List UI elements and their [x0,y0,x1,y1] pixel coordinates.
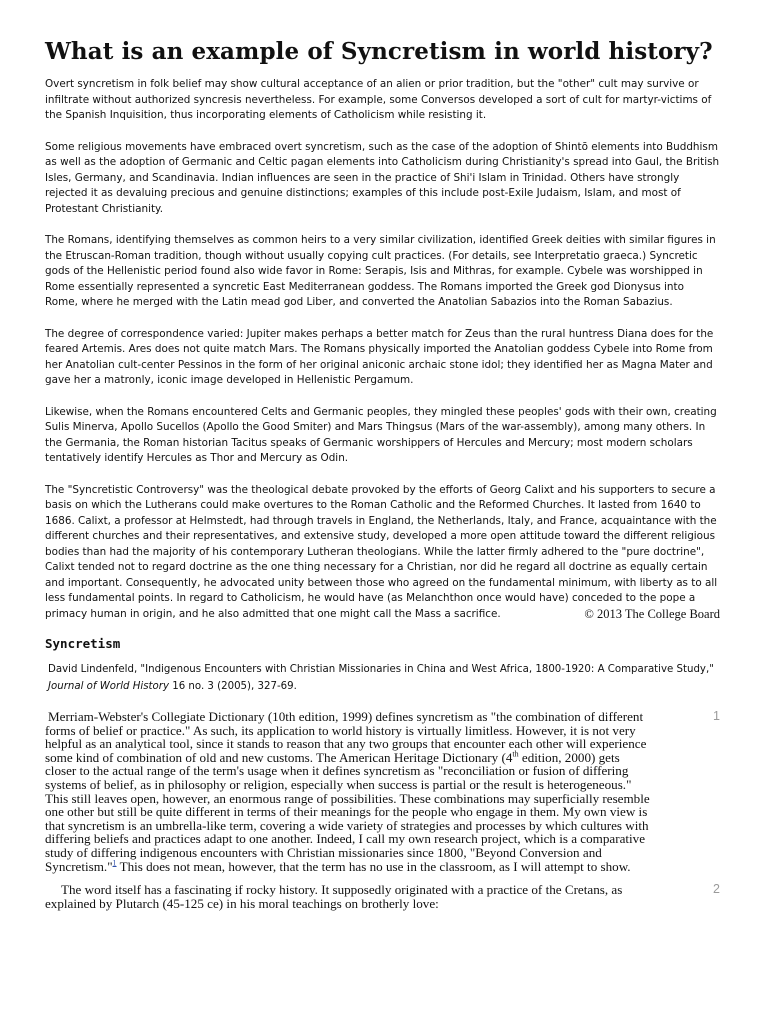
footnote-link[interactable]: 1 [112,858,117,868]
essay-paragraph: Likewise, when the Romans encountered Celts and Germanic peoples, they mingled these peoples' gods with their own, creating Sulis Minerva, Apollo Sucellos (Apollo the Good Smiter) and Mars Thingsus (Mars of the war-assembly), among many others. In the Germania, the Roman historian Tacitus speaks of Germanic worshippers of Hercules and Mercury; most modern scholars tentatively identify Hercules as Thor and Mercury as Odin. [45,405,717,464]
copyright-notice: © 2013 The College Board [584,606,720,621]
superscript: th [512,749,519,759]
paragraph-number: 1 [713,709,720,723]
paragraph-number: 2 [713,882,720,897]
citation-author-title: David Lindenfeld, "Indigenous Encounters with Christian Missionaries in China and West Africa, 1800-1920: A Comparative Study," [48,664,714,675]
essay-paragraph: Some religious movements have embraced overt syncretism, such as the case of the adoption of Shintō elements into Buddhism as well as the adoption of Germanic and Celtic pagan elements into Catholicism during Christianity's spread into Gaul, the British Isles, Germany, and Scandinavia. Indian influences are seen in the practice of Shi'i Islam in Trinidad. Others have strongly rejected it as devaluing precious and genuine distinctions; examples of this include post-Exile Judaism, Islam, and most of Protestant Christianity. [45,140,720,215]
body-paragraph-1 [45,710,720,873]
body-paragraph-2 [45,883,720,910]
essay-paragraph: The degree of correspondence varied: Jupiter makes perhaps a better match for Zeus than the rural huntress Diana does for the feared Artemis. Ares does not quite match Mars. The Romans physically imported the Anatolian goddess Cybele into Rome from her Anatolian cult-center Pessinos in the form of her original aniconic archaic stone idol; they identified her as Magna Mater and gave her a matronly, iconic image developed in Hellenistic Pergamum. [45,327,714,386]
citation-details: 16 no. 3 (2005), 327-69. [172,681,297,692]
body-text: edition, 2000) gets closer to the actual range of the term's usage when it defines syncretism as "reconciliation or fusion of differing systems of belief, as in philosophy or religion, especially when success is partial or the result is heterogeneous." This still leaves open, however, an enormous range of possibilities. These combinations may superficially resemble one other but still be quite different in terms of their meanings for the people who engage in them. My own view is that syncretism is an umbrella-like term, covering a wide variety of strategies and processes by which cultures with differing beliefs and practices adapt to one another. Indeed, I call my own research project, which is a comparative study of differing indigenous encounters with Christian missionaries since 1800, "Beyond Conversion and Syncretism." [45,749,650,874]
citation [48,661,720,695]
essay-section [45,77,720,622]
body-text: The word itself has a fascinating if rocky history. It supposedly originated with a practice of the Cretans, as explained by Plutarch (45-125 ce) in his moral teachings on brotherly love: [45,882,623,911]
essay-paragraph: Overt syncretism in folk belief may show cultural acceptance of an alien or prior tradition, but the "other" cult may survive or infiltrate without authorized syncresis nevertheless. For example, some Conversos developed a sort of cult for martyr-victims of the Spanish Inquisition, thus incorporating elements of Catholicism while resisting it. [45,78,712,121]
body-text: Merriam-Webster's Collegiate Dictionary (10th edition, 1999) defines syncretism as "the combination of different forms of belief or practice." As such, its application to world history is virtually limitless. However, it is not very helpful as an analytical tool, since it stands to reason that any two groups that encounter each other will experience some kind of combination of old and new customs. The American Heritage Dictionary (4 [45,709,647,765]
essay-paragraph-text: The "Syncretistic Controversy" was the theological debate provoked by the efforts of Georg Calixt and his supporters to secure a basis on which the Lutherans could make overtures to the Roman Catholic and the Reformed Churches. It lasted from 1640 to 1686. Calixt, a professor at Helmstedt, had through travels in England, the Netherlands, Italy, and France, acquaintance with the different churches and their representatives, and extensive study, developed a more open attitude toward the different religious bodies than had the majority of his contemporary Lutheran theologians. While the latter firmly adhered to the "pure doctrine", Calixt tended not to regard doctrine as the one thing necessary for a Christian, nor did he regard all doctrine as equally certain and important. Consequently, he advocated unity between those who agreed on the fundamental minimum, with liberty as to all less fundamental points. In regard to Catholicism, he would have (as Melanchthon once would have) conceded to the pope a primacy human in origin, and he also admitted that one might call the Mass a sacrifice. [45,483,718,620]
essay-paragraph-last [45,483,720,623]
body-text: This does not mean, however, that the term has no use in the classroom, as I will attempt to show. [116,858,631,874]
section-heading: Syncretism [45,636,121,651]
citation-journal: Journal of World History [48,681,169,692]
essay-paragraph: The Romans, identifying themselves as common heirs to a very similar civilization, identified Greek deities with similar figures in the Etruscan-Roman tradition, though without usually copying cult practices. (For details, see Interpretatio graeca.) Syncretic gods of the Hellenistic period found also wide favor in Rome: Serapis, Isis and Mithras, for example. Cybele was worshipped in Rome essentially represented a syncretic East Mediterranean goddess. The Romans imported the Greek god Dionysus into Rome, where he merged with the Latin mead god Liber, and converted the Anatolian Sabazios into the Roman Sabazius. [45,234,716,308]
page-title: What is an example of Syncretism in world history? [45,38,713,65]
